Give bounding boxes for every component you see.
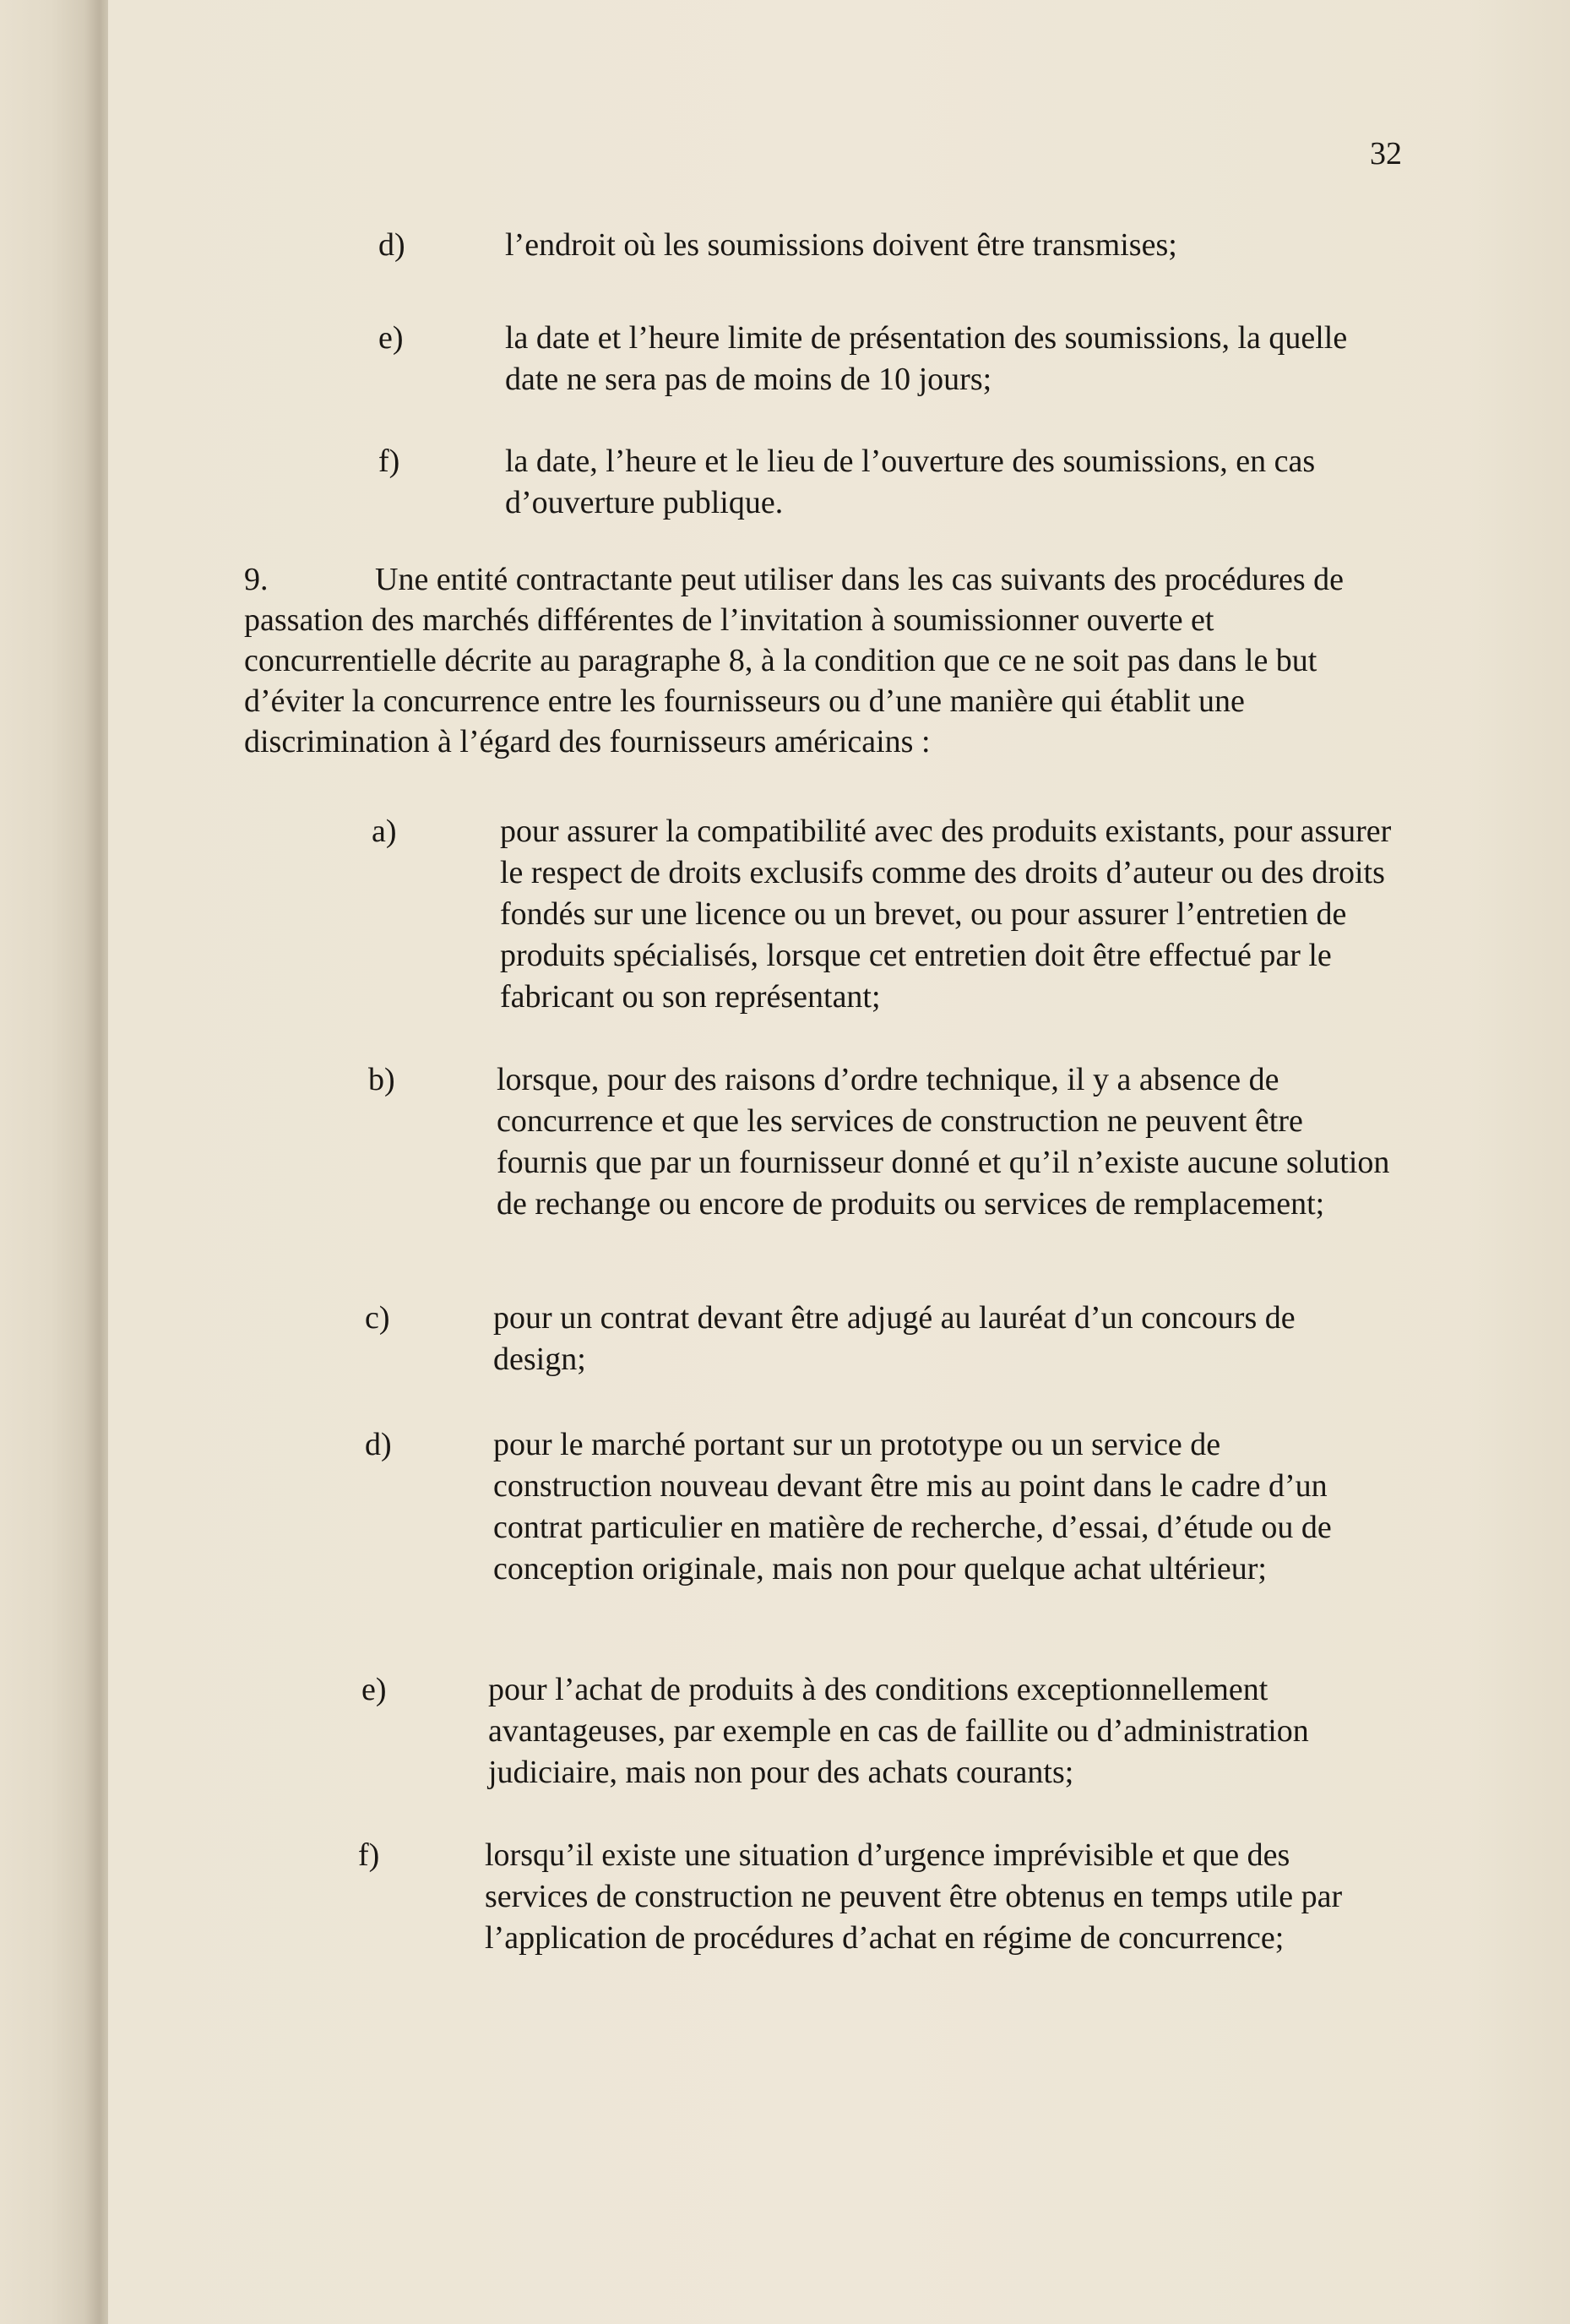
list-item-8d: [378, 225, 1392, 275]
list-item-text: pour un contrat devant être adjugé au lauréat d’un concours de design;: [493, 1300, 1296, 1377]
list-item-9e: [361, 1669, 1388, 1804]
list-marker: d): [378, 227, 405, 263]
paragraph-number: 9.: [244, 562, 269, 597]
page-number: 32: [1370, 136, 1402, 171]
list-marker: d): [365, 1427, 392, 1462]
list-item-9b: [368, 1059, 1394, 1271]
list-marker: c): [365, 1300, 390, 1336]
list-item-8f: [378, 441, 1392, 534]
list-marker: a): [372, 814, 397, 849]
list-item-text: la date et l’heure limite de présentation des soumissions, la quelle date ne sera pas de moins de 10 jours;: [505, 320, 1348, 397]
list-item-text: l’endroit où les soumissions doivent être transmises;: [505, 227, 1177, 263]
list-item-9d: [365, 1424, 1391, 1636]
list-item-text: pour assurer la compatibilité avec des produits existants, pour assurer le respect de droits exclusifs comme des droits d’auteur ou des droits fondés sur une licence ou un brevet, ou pour assurer l’entretien de produits spécialisés, lorsque cet entretien doit être effectué par le fabricant ou son représentant;: [500, 814, 1392, 1015]
list-marker: f): [358, 1837, 380, 1873]
list-item-9a: [372, 811, 1398, 1022]
list-item-text: pour l’achat de produits à des conditions exceptionnellement avantageuses, par exemple en cas de faillite ou d’administration judiciaire, mais non pour des achats courants;: [488, 1672, 1309, 1790]
list-marker: b): [368, 1062, 395, 1097]
page-edge-shading: [1469, 0, 1570, 2324]
list-marker: e): [361, 1672, 387, 1707]
book-gutter: [0, 0, 108, 2324]
list-item-text: la date, l’heure et le lieu de l’ouverture des soumissions, en cas d’ouverture publique.: [505, 444, 1316, 520]
list-marker: f): [378, 444, 400, 479]
list-item-text: lorsqu’il existe une situation d’urgence imprévisible et que des services de construction ne peuvent être obtenus en temps utile par l’application de procédures d’achat en régime de concurrence;: [485, 1837, 1343, 1956]
list-item-text: pour le marché portant sur un prototype ou un service de construction nouveau devant être mis au point dans le cadre d’un contrat particulier en matière de recherche, d’essai, d’étude ou de conception originale, mais non pour quelque achat ultérieur;: [493, 1427, 1332, 1587]
paragraph-text: Une entité contractante peut utiliser dans les cas suivants des procédures de passation des marchés différentes de l’invitation à soumissionner ouverte et concurrentielle décrite au paragraphe 8, à la condition que ce ne soit pas dans le but d’éviter la concurrence entre les fournisseurs ou d’une manière qui établit une discrimination à l’égard des fournisseurs américains :: [244, 562, 1344, 759]
list-marker: e): [378, 320, 404, 356]
list-item-text: lorsque, pour des raisons d’ordre technique, il y a absence de concurrence et que les services de construction ne peuvent être fournis que par un fournisseur donné et qu’il n’existe aucune solution de rechange ou encore de produits ou services de remplacement;: [497, 1062, 1390, 1222]
list-item-9c: [365, 1298, 1391, 1391]
list-item-9f: [358, 1835, 1384, 2004]
paragraph-9: [244, 559, 1388, 762]
list-item-8e: [378, 318, 1392, 411]
